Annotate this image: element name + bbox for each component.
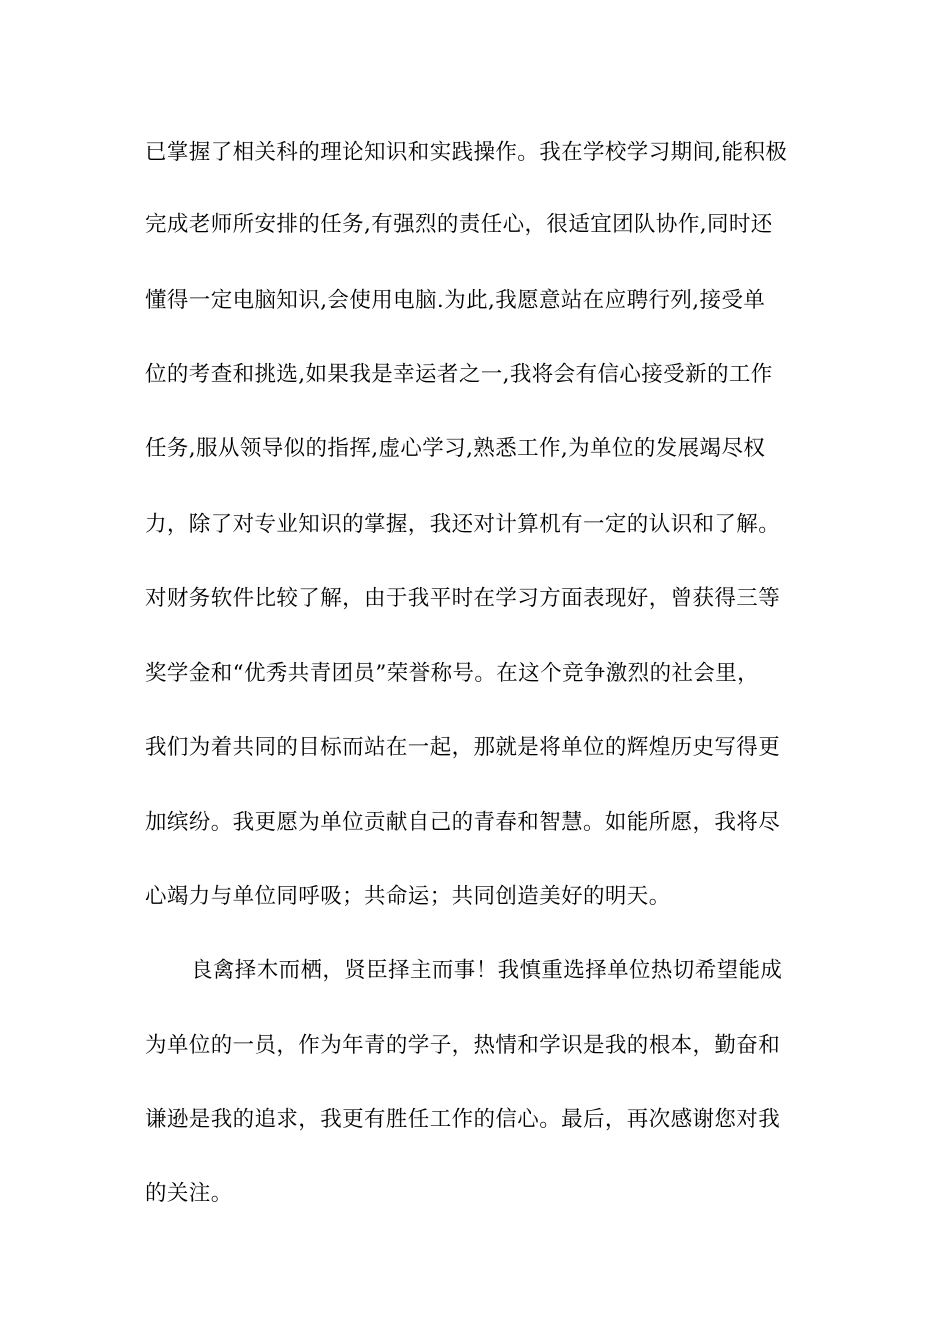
- text-line: 为单位的一员，作为年青的学子，热情和学识是我的根本，勤奋和: [145, 1033, 781, 1058]
- text-line: 对财务软件比较了解，由于我平时在学习方面表现好，曾获得三等: [145, 586, 781, 611]
- text-line: 位的考查和挑选,如果我是幸运者之一,我将会有信心接受新的工作: [145, 362, 773, 387]
- text-line: 力，除了对专业知识的掌握，我还对计算机有一定的认识和了解。: [145, 512, 781, 537]
- text-line: 心竭力与单位同呼吸；共命运；共同创造美好的明天。: [145, 884, 671, 909]
- text-line: 良禽择木而栖，贤臣择主而事！我慎重选择单位热切希望能成: [191, 958, 783, 983]
- text-line: 任务,服从领导似的指挥,虚心学习,熟悉工作,为单位的发展竭尽权: [145, 436, 766, 461]
- text-line: 的关注。: [145, 1181, 233, 1206]
- text-line: 我们为着共同的目标而站在一起，那就是将单位的辉煌历史写得更: [145, 735, 781, 760]
- text-line: 懂得一定电脑知识,会使用电脑.为此,我愿意站在应聘行列,接受单: [145, 288, 766, 313]
- text-line: 已掌握了相关科的理论知识和实践操作。我在学校学习期间,能积极: [145, 140, 788, 165]
- text-line: 加缤纷。我更愿为单位贡献自己的青春和智慧。如能所愿，我将尽: [145, 810, 781, 835]
- text-line: 谦逊是我的追求，我更有胜任工作的信心。最后，再次感谢您对我: [145, 1107, 781, 1132]
- text-line: 奖学金和“优秀共青团员”荣誉称号。在这个竞争激烈的社会里，: [145, 661, 760, 686]
- text-line: 完成老师所安排的任务,有强烈的责任心，很适宜团队协作,同时还: [145, 212, 773, 237]
